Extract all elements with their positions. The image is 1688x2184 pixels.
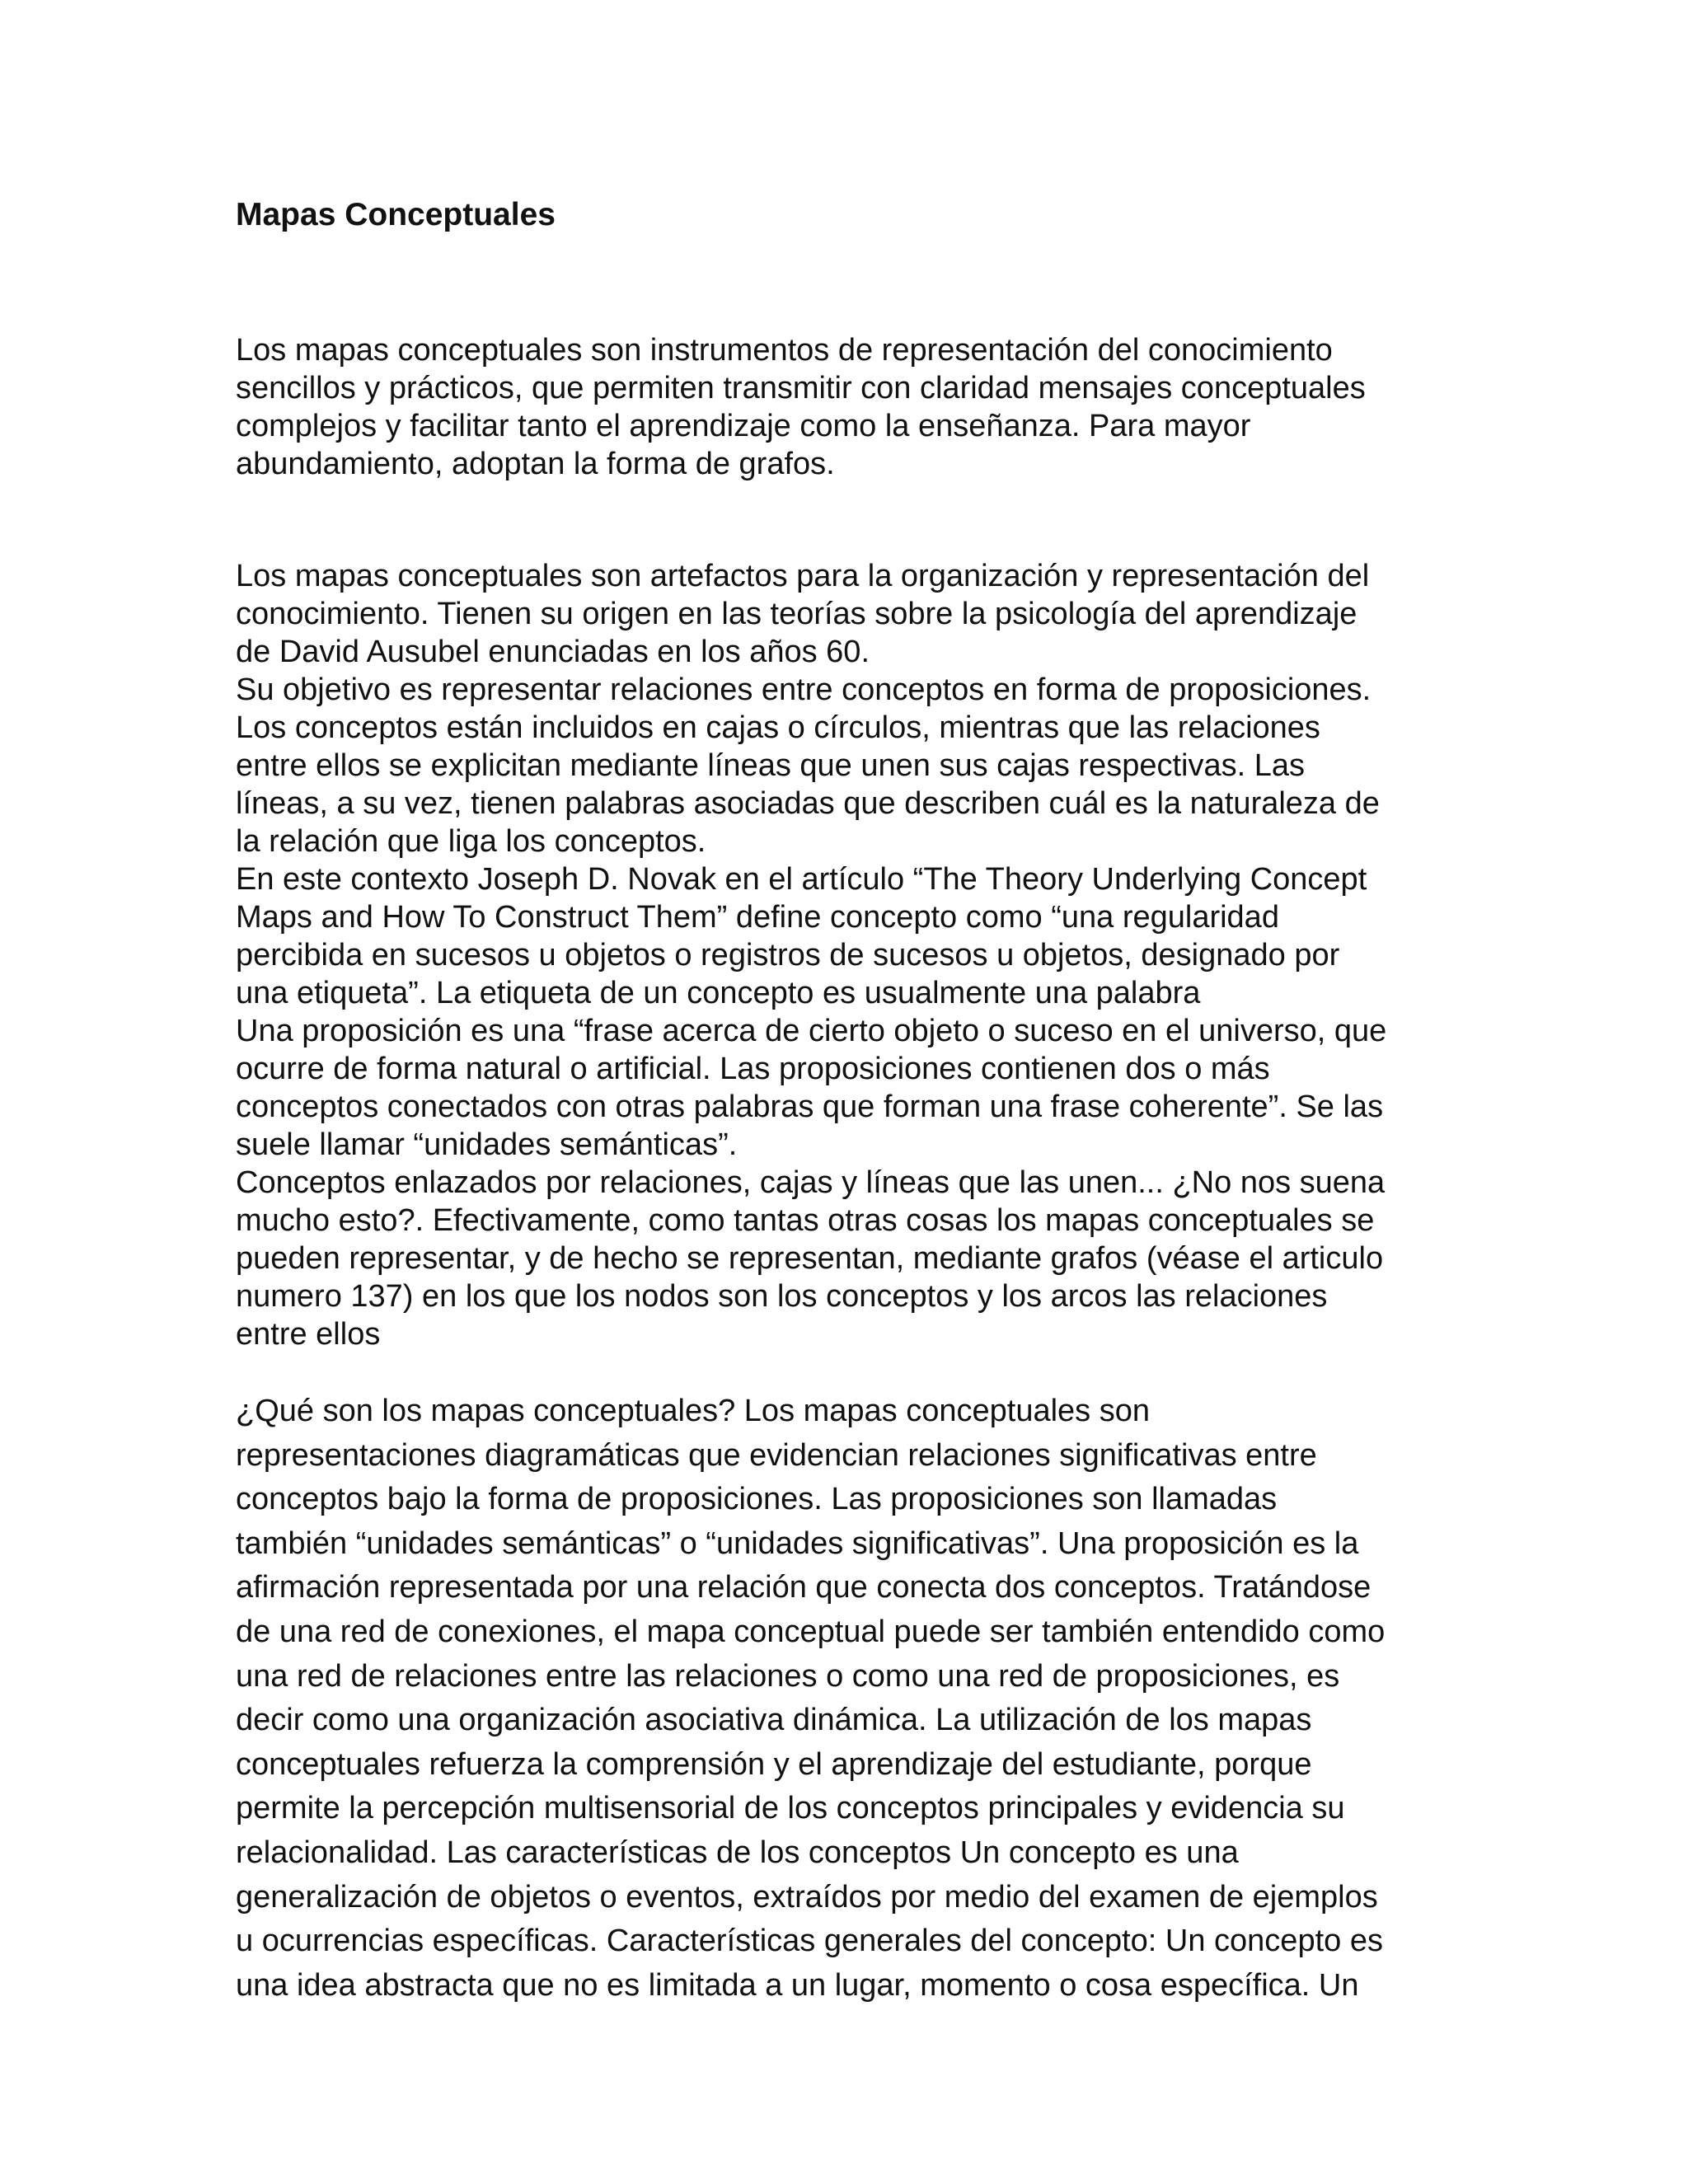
paragraph-line: Los mapas conceptuales son instrumentos de representación del conocimiento (236, 333, 1333, 368)
paragraph-line: conocimiento. Tienen su origen en las teorías sobre la psicología del aprendizaje (236, 597, 1357, 631)
paragraph-line: de David Ausubel enunciadas en los años 60. (236, 635, 870, 669)
paragraph-line: u ocurrencias específicas. Características generales del concepto: Un concepto es (236, 1924, 1383, 1959)
document-title: Mapas Conceptuales (236, 197, 556, 232)
paragraph-line: también “unidades semánticas” o “unidades significativas”. Una proposición es la (236, 1526, 1359, 1561)
paragraph-line: la relación que liga los conceptos. (236, 824, 706, 859)
paragraph-line: Los mapas conceptuales son artefactos para la organización y representación del (236, 559, 1370, 593)
paragraph-line: Su objetivo es representar relaciones entre conceptos en forma de proposiciones. (236, 673, 1372, 707)
paragraph-line: Maps and How To Construct Them” define concepto como “una regularidad (236, 900, 1279, 935)
paragraph-2 (236, 557, 1472, 1353)
paragraph-line: una etiqueta”. La etiqueta de un concepto es usualmente una palabra (236, 976, 1201, 1010)
document-body (236, 185, 1472, 2008)
paragraph-line: conceptuales refuerza la comprensión y el aprendizaje del estudiante, porque (236, 1746, 1312, 1782)
paragraph-line: líneas, a su vez, tienen palabras asociadas que describen cuál es la naturaleza de (236, 786, 1380, 821)
paragraph-1 (236, 331, 1472, 483)
paragraph-line: representaciones diagramáticas que evidencian relaciones significativas entre (236, 1437, 1317, 1473)
paragraph-line: de una red de conexiones, el mapa conceptual puede ser también entendido como (236, 1614, 1386, 1649)
paragraph-line: Los conceptos están incluidos en cajas o círculos, mientras que las relaciones (236, 710, 1320, 745)
paragraph-line: entre ellos (236, 1317, 381, 1352)
paragraph-line: percibida en sucesos u objetos o registros de sucesos u objetos, designado por (236, 938, 1340, 972)
paragraph-line: entre ellos se explicitan mediante líneas que unen sus cajas respectivas. Las (236, 748, 1305, 783)
paragraph-line: numero 137) en los que los nodos son los conceptos y los arcos las relaciones (236, 1279, 1328, 1314)
paragraph-line: abundamiento, adoptan la forma de grafos. (236, 447, 835, 481)
paragraph-line: conceptos conectados con otras palabras que forman una frase coherente”. Se las (236, 1090, 1384, 1124)
paragraph-line: ¿Qué son los mapas conceptuales? Los mapas conceptuales son (236, 1394, 1150, 1428)
paragraph-line: Conceptos enlazados por relaciones, cajas y líneas que las unen... ¿No nos suena (236, 1165, 1386, 1200)
paragraph-3 (236, 1390, 1472, 2008)
paragraph-line: En este contexto Joseph D. Novak en el artículo “The Theory Underlying Concept (236, 862, 1367, 897)
paragraph-line: permite la percepción multisensorial de los conceptos principales y evidencia su (236, 1791, 1345, 1826)
paragraph-line: mucho esto?. Efectivamente, como tantas otras cosas los mapas conceptuales se (236, 1203, 1375, 1238)
paragraph-line: Una proposición es una “frase acerca de cierto objeto o suceso en el universo, que (236, 1014, 1387, 1048)
paragraph-line: generalización de objetos o eventos, extraídos por medio del examen de ejemplos (236, 1879, 1378, 1915)
paragraph-line: decir como una organización asociativa dinámica. La utilización de los mapas (236, 1703, 1312, 1738)
paragraph-line: sencillos y prácticos, que permiten transmitir con claridad mensajes conceptuales (236, 371, 1366, 405)
paragraph-line: conceptos bajo la forma de proposiciones. Las proposiciones son llamadas (236, 1482, 1278, 1517)
paragraph-line: una red de relaciones entre las relaciones o como una red de proposiciones, es (236, 1658, 1340, 1694)
paragraph-line: complejos y facilitar tanto el aprendizaje como la enseñanza. Para mayor (236, 409, 1251, 443)
paragraph-line: relacionalidad. Las características de los conceptos Un concepto es una (236, 1835, 1239, 1870)
paragraph-line: suele llamar “unidades semánticas”. (236, 1127, 738, 1162)
paragraph-line: una idea abstracta que no es limitada a un lugar, momento o cosa específica. Un (236, 1967, 1359, 2003)
paragraph-line: pueden representar, y de hecho se representan, mediante grafos (véase el articulo (236, 1241, 1384, 1276)
paragraph-line: ocurre de forma natural o artificial. Las proposiciones contienen dos o más (236, 1052, 1270, 1086)
paragraph-line: afirmación representada por una relación que conecta dos conceptos. Tratándose (236, 1570, 1372, 1605)
